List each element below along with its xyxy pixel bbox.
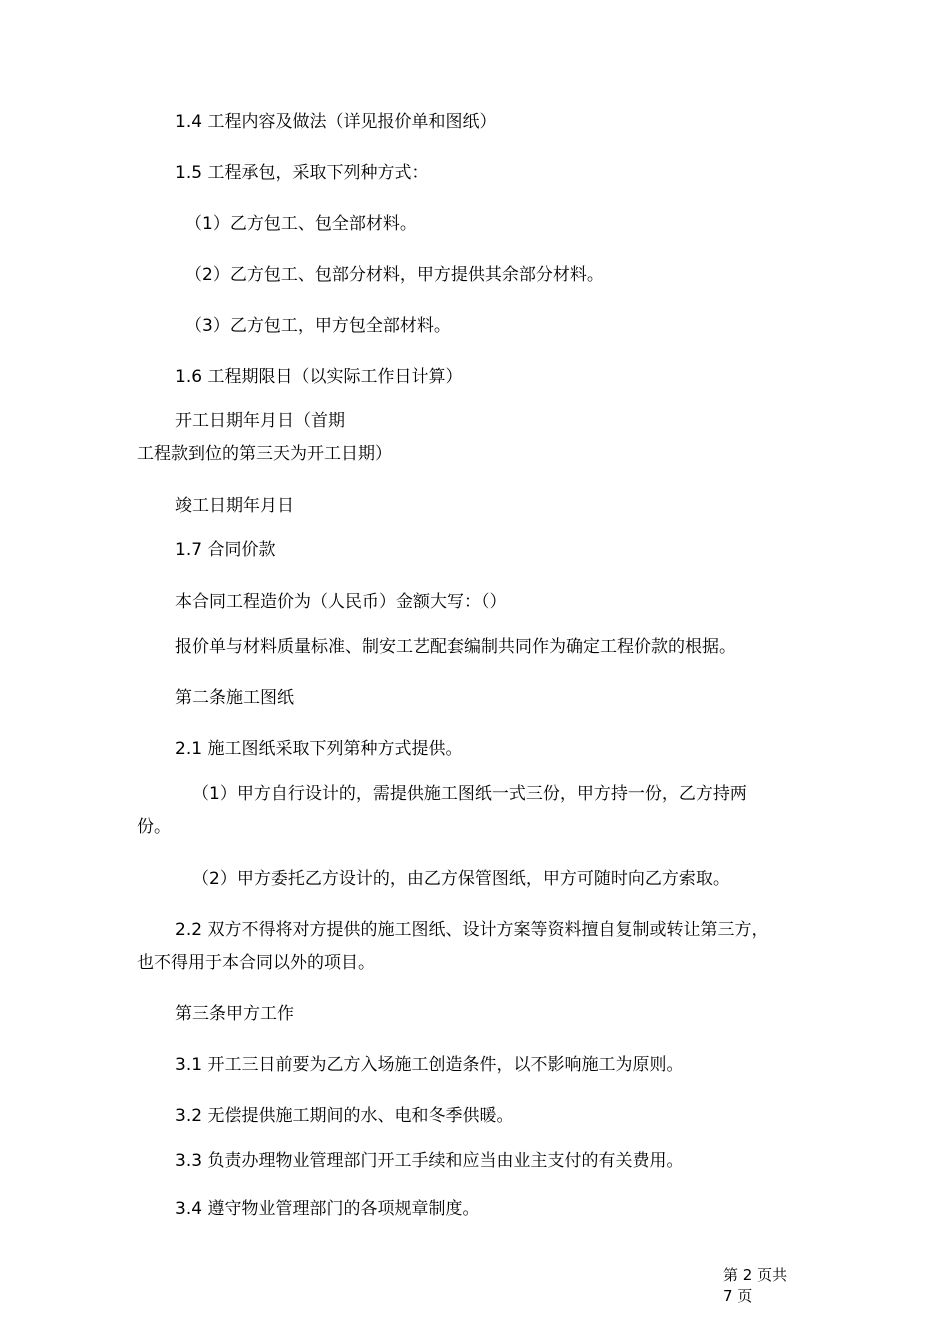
- line-1-7: 1.7 合同价款: [175, 540, 276, 560]
- line-2-1: 2.1 施工图纸采取下列第种方式提供。: [175, 739, 463, 759]
- line-1-5: 1.5 工程承包，采取下列种方式：: [175, 163, 429, 183]
- line-1-6: 1.6 工程期限日（以实际工作日计算）: [175, 367, 463, 387]
- line-contract-price: 本合同工程造价为（人民币）金额大写：（）: [175, 592, 507, 612]
- line-1-4: 1.4 工程内容及做法（详见报价单和图纸）: [175, 112, 497, 132]
- line-start-date-cont: 工程款到位的第三天为开工日期）: [137, 444, 392, 464]
- line-3-4: 3.4 遵守物业管理部门的各项规章制度。: [175, 1199, 480, 1219]
- line-3-1: 3.1 开工三日前要为乙方入场施工创造条件，以不影响施工为原则。: [175, 1055, 684, 1075]
- line-3-2: 3.2 无偿提供施工期间的水、电和冬季供暖。: [175, 1106, 514, 1126]
- line-start-date: 开工日期年月日（首期: [175, 411, 345, 431]
- line-drawing-option-2: （2）甲方委托乙方设计的，由乙方保管图纸，甲方可随时向乙方索取。: [192, 869, 730, 889]
- page-number-line-2: 7 页: [723, 1287, 753, 1305]
- line-3-3: 3.3 负责办理物业管理部门开工手续和应当由业主支付的有关费用。: [175, 1151, 684, 1171]
- section-3-heading: 第三条甲方工作: [175, 1004, 294, 1024]
- line-drawing-option-1: （1）甲方自行设计的，需提供施工图纸一式三份，甲方持一份，乙方持两: [192, 784, 747, 804]
- line-option-2: （2）乙方包工、包部分材料，甲方提供其余部分材料。: [185, 265, 604, 285]
- line-2-2-cont: 也不得用于本合同以外的项目。: [137, 953, 375, 973]
- line-2-2: 2.2 双方不得将对方提供的施工图纸、设计方案等资料擅自复制或转让第三方，: [175, 920, 769, 940]
- line-price-basis: 报价单与材料质量标准、制安工艺配套编制共同作为确定工程价款的根据。: [175, 637, 736, 657]
- page-number-line-1: 第 2 页共: [723, 1266, 788, 1284]
- line-option-3: （3）乙方包工，甲方包全部材料。: [185, 316, 451, 336]
- line-option-1: （1）乙方包工、包全部材料。: [185, 214, 417, 234]
- line-end-date: 竣工日期年月日: [175, 496, 294, 516]
- line-drawing-option-1-cont: 份。: [137, 817, 171, 837]
- section-2-heading: 第二条施工图纸: [175, 688, 294, 708]
